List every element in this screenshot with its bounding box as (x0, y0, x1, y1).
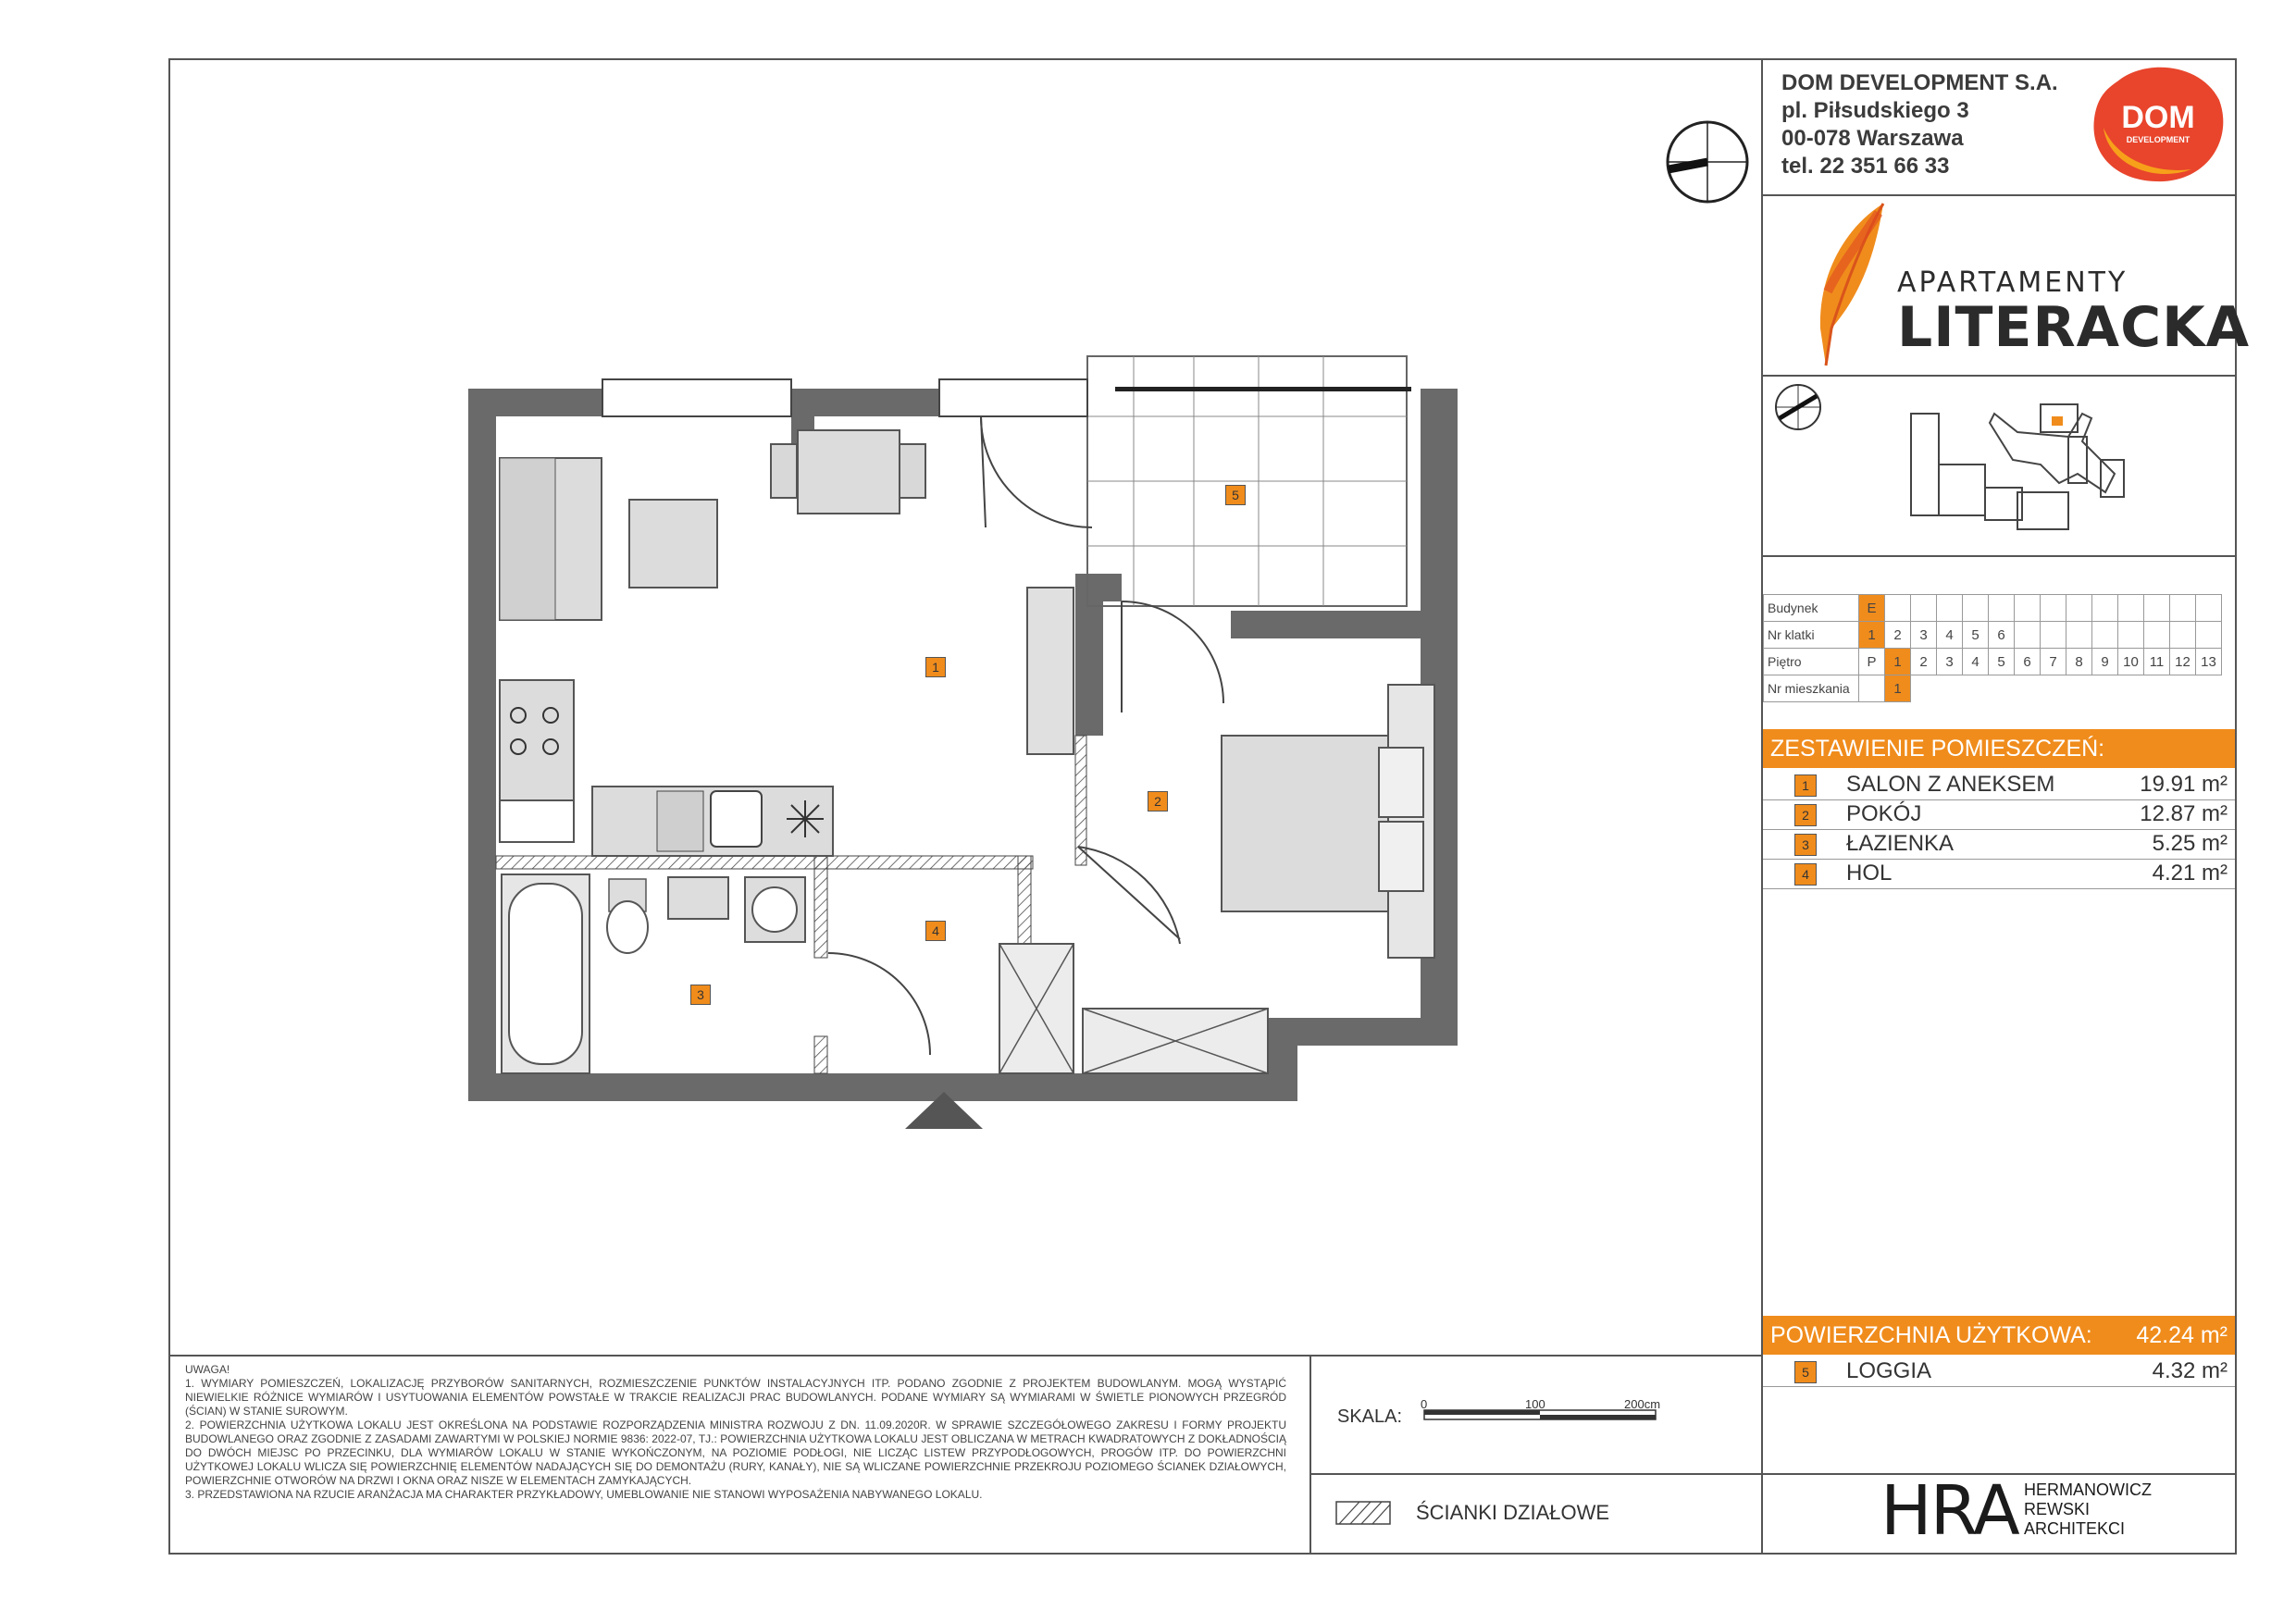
project-brand (1897, 266, 2250, 360)
rooms-header (1763, 729, 2235, 768)
architect-line2: REWSKI (2024, 1500, 2091, 1518)
company-name: DOM DEVELOPMENT S.A. (1781, 70, 2058, 95)
room-name: POKÓJ (1846, 801, 1922, 826)
room-row (1763, 859, 2235, 889)
loggia-number: 5 (1794, 1361, 1817, 1383)
brand-divider (1761, 375, 2237, 377)
plan-tag-salon: 1 (925, 657, 946, 677)
plan-tag-hol: 4 (925, 921, 946, 941)
room-row (1763, 799, 2235, 830)
room-area: 19.91 m² (2140, 772, 2228, 797)
cell-pietro: 1 (1885, 649, 1911, 675)
company-street: pl. Piłsudskiego 3 (1781, 98, 1969, 123)
cell-pietro: 4 (1963, 649, 1989, 675)
company-phone: tel. 22 351 66 33 (1781, 154, 1950, 179)
label-nr-mieszkania: Nr mieszkania (1764, 675, 1859, 702)
room-name: ŁAZIENKA (1846, 831, 1955, 856)
total-area-value: 42.24 m² (2136, 1322, 2228, 1348)
label-pietro: Piętro (1764, 649, 1859, 675)
plan-tag-lazienka: 3 (690, 985, 711, 1005)
feather-icon (1809, 199, 1893, 375)
row-nr-mieszkania (1764, 675, 2222, 702)
note-item: 2. POWIERZCHNIA UŻYTKOWA LOKALU JEST OKREŚLONA NA PODSTAWIE ROZPORZĄDZENIA MINISTRA ROZWOJU Z DN. 11.09.2020R. W SPRAWIE SZCZEGÓŁOWEGO ZAKRESU I FORMY PROJEKTU BUDOWLANEGO ORAZ ZGODNIE Z ZASADAMI ZAWARTYMI W POLSKIEJ NORMIE 9836: 2022-07, TJ.: POWIERZCHNIA UŻYTKOWA LOKALU JEST OBLICZANA W METRACH KWADRATOWYCH Z DOKŁADNOŚCIĄ DO DWÓCH MIEJSC PO PRZECINKU, DLA WYMIARÓW LOKALU W STANIE WYKOŃCZONYM, NA POZIOMIE PODŁOGI, NIE LICZĄC LISTEW PRZYPODŁOGOWYCH, PROGÓW ITP. DO POWIERZCHNI UŻYTKOWEJ LOKALU WLICZA SIĘ POWIERZCHNIĘ ELEMENTÓW NADAJĄCYCH SIĘ DO DEMONTAŻU (RURY, KANAŁY), NIE SĄ WLICZANE POWIERZCHNIE PRZEKROJU POZIOMEGO ŚCIANEK DZIAŁOWYCH, POWIERZCHNIE OTWORÓW NA DRZWI I OKNA ORAZ NISZE W ELEMENTACH ZAMYKAJĄCYCH. (185, 1419, 1286, 1487)
room-row (1763, 770, 2235, 800)
cell-mieszkanie: 1 (1885, 675, 1911, 702)
logo-main-text: DOM (2121, 100, 2195, 135)
scale-tick-200: 200cm (1624, 1397, 1661, 1411)
notes-title: UWAGA! (185, 1363, 230, 1376)
keyplan-compass-icon (1776, 385, 1820, 429)
north-compass-icon (1661, 116, 1754, 213)
brand-line1: APARTAMENTY (1897, 266, 2128, 299)
cell-budynek-e: E (1859, 595, 1885, 622)
company-city: 00-078 Warszawa (1781, 126, 1964, 151)
key-plan (1763, 381, 2235, 557)
scale-tick-0: 0 (1421, 1397, 1428, 1411)
architect-line3: ARCHITEKCI (2024, 1519, 2126, 1538)
cell-mieszkanie (1859, 675, 1885, 702)
room-number: 1 (1794, 774, 1817, 797)
room-area: 5.25 m² (2152, 831, 2228, 856)
room-area: 12.87 m² (2140, 801, 2228, 826)
scale-label: SKALA: (1337, 1406, 1403, 1427)
architect-names (2024, 1481, 2152, 1539)
company-info (1781, 69, 2058, 180)
cell-pietro: 13 (2196, 649, 2222, 675)
notes-divider (168, 1355, 1762, 1357)
cell-pietro: 7 (2041, 649, 2066, 675)
architect-line1: HERMANOWICZ (2024, 1481, 2152, 1499)
scale-tick-100: 100 (1525, 1397, 1545, 1411)
room-name: HOL (1846, 861, 1893, 886)
row-budynek (1764, 595, 2222, 622)
cell-pietro: 9 (2092, 649, 2118, 675)
legend-hatch-icon (1335, 1501, 1391, 1530)
cell-pietro: 6 (2015, 649, 2041, 675)
cell-pietro: 2 (1911, 649, 1937, 675)
dom-development-logo (2090, 63, 2227, 183)
floor-plan (463, 352, 1481, 1152)
unit-selector-table (1763, 594, 2222, 702)
room-name: SALON Z ANEKSEM (1846, 772, 2055, 797)
cell-pietro: P (1859, 649, 1885, 675)
room-area: 4.21 m² (2152, 861, 2228, 886)
loggia-area: 4.32 m² (2152, 1358, 2228, 1383)
note-item: 1. WYMIARY POMIESZCZEŃ, LOKALIZACJĘ PRZYBORÓW SANITARNYCH, ROZMIESZCZENIE PUNKTÓW INSTALACYJNYCH ITP. PODANO ZGODNIE Z PROJEKTEM BUDOWLANYM. MOGĄ WYSTĄPIĆ NIEWIELKIE RÓŻNICE WYMIARÓW I USYTUOWANIA ELEMENTÓW POWSTAŁE W TRAKCIE REALIZACJI PRAC BUDOWLANYCH. PODANE WYMIARY SĄ WYMIARAMI W ŚWIETLE PIONOWYCH PRZEGRÓD (ŚCIAN) W STANIE SUROWYM. (185, 1377, 1286, 1418)
room-number: 4 (1794, 863, 1817, 886)
cell-klatka: 5 (1963, 622, 1989, 649)
label-nr-klatki: Nr klatki (1764, 622, 1859, 649)
scale-divider (1309, 1355, 1311, 1555)
company-divider (1761, 194, 2237, 196)
notes-block (185, 1363, 1286, 1502)
cell-pietro: 12 (2170, 649, 2196, 675)
row-pietro (1764, 649, 2222, 675)
total-area-bar (1763, 1316, 2235, 1355)
cell-klatka: 3 (1911, 622, 1937, 649)
legend-label: ŚCIANKI DZIAŁOWE (1416, 1501, 1610, 1524)
room-number: 2 (1794, 804, 1817, 826)
cell-klatka: 2 (1885, 622, 1911, 649)
legend-divider (1309, 1473, 1762, 1475)
cell-pietro: 11 (2144, 649, 2170, 675)
architect-short: HRA (1880, 1471, 2018, 1551)
cell-pietro: 5 (1989, 649, 2015, 675)
label-budynek: Budynek (1764, 595, 1859, 622)
logo-sub-text: DEVELOPMENT (2126, 135, 2191, 144)
cell-klatka: 1 (1859, 622, 1885, 649)
plan-tag-pokoj: 2 (1148, 791, 1168, 812)
note-item: 3. PRZEDSTAWIONA NA RZUCIE ARANŻACJA MA CHARAKTER PRZYKŁADOWY, UMEBLOWANIE NIE STANOWI WYPOSAŻENIA NABYWANEGO LOKALU. (185, 1488, 983, 1501)
plan-tag-loggia: 5 (1225, 485, 1246, 505)
cell-klatka: 4 (1937, 622, 1963, 649)
total-area-label: POWIERZCHNIA UŻYTKOWA: (1770, 1322, 2092, 1348)
loggia-row (1763, 1357, 2235, 1387)
room-number: 3 (1794, 834, 1817, 856)
cell-klatka: 6 (1989, 622, 2015, 649)
brand-line2: LITERACKA (1897, 295, 2251, 360)
cell-pietro: 10 (2118, 649, 2144, 675)
room-row (1763, 829, 2235, 860)
cell-pietro: 3 (1937, 649, 1963, 675)
loggia-name: LOGGIA (1846, 1358, 1932, 1383)
row-nr-klatki (1764, 622, 2222, 649)
cell-pietro: 8 (2066, 649, 2092, 675)
rooms-header-label: ZESTAWIENIE POMIESZCZEŃ: (1770, 736, 2105, 762)
